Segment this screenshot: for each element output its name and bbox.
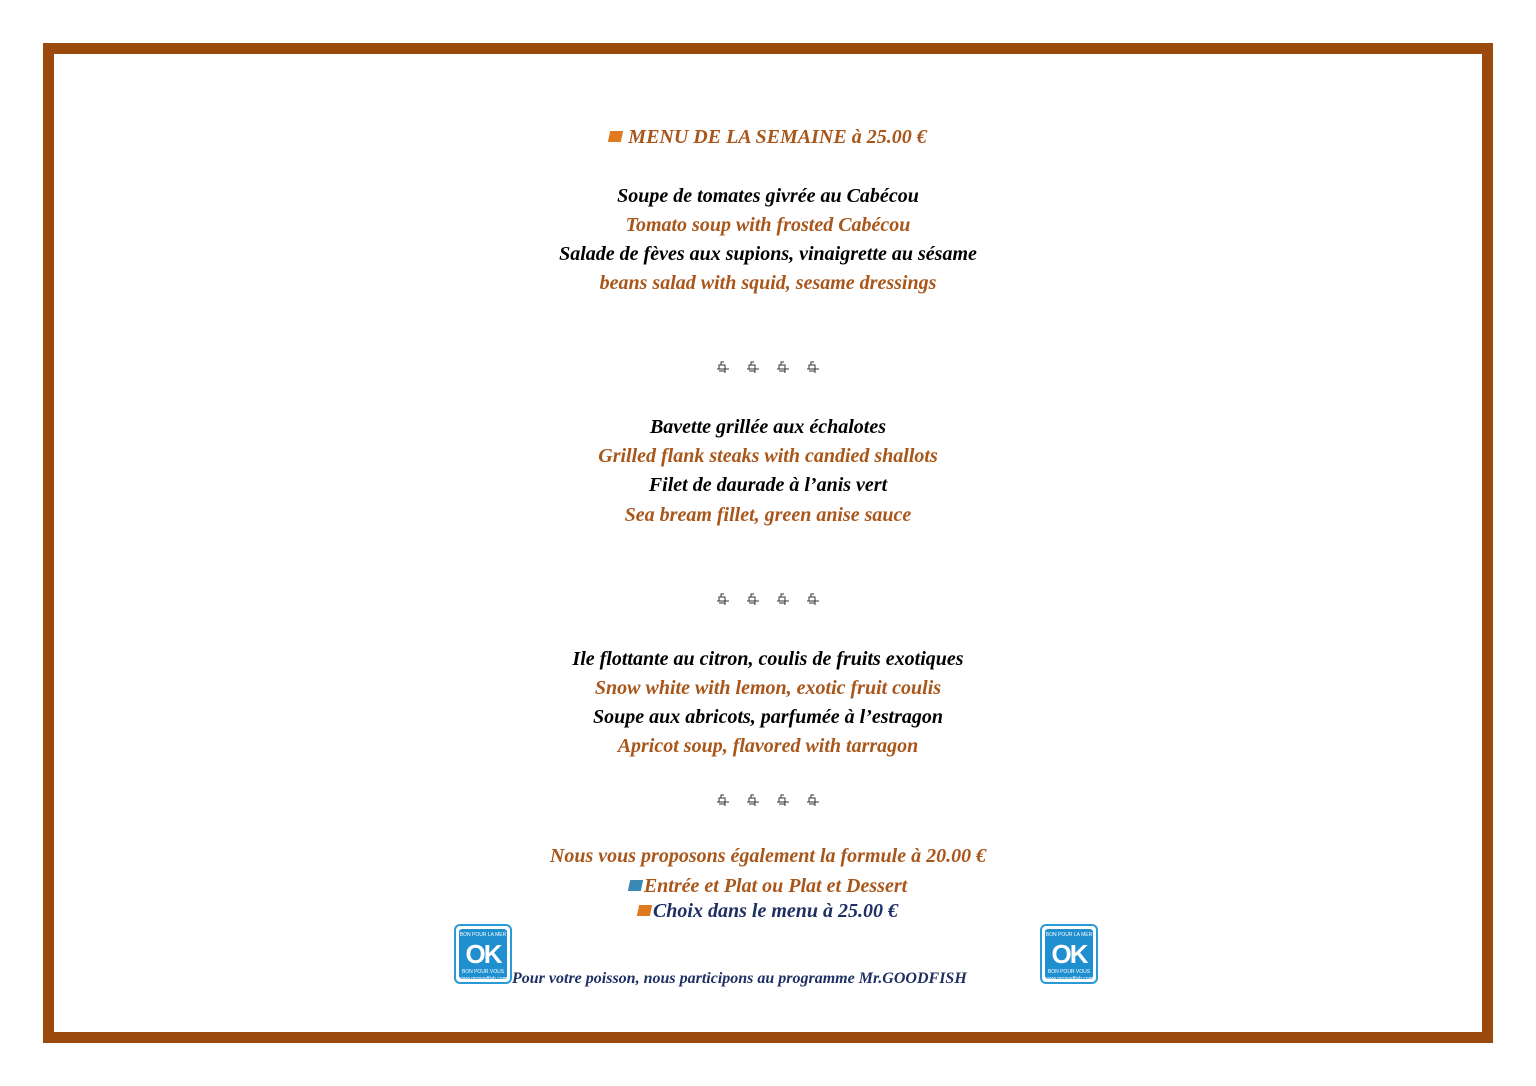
- dessert-2-fr: Soupe aux abricots, parfumée à l’estragon: [592, 706, 944, 728]
- formula-intro: Nous vous proposons également la formule à 20.00 €: [549, 845, 987, 867]
- cutlery-icon: [806, 793, 820, 807]
- square-bullet-icon: [608, 131, 623, 142]
- cutlery-icon: [776, 360, 790, 374]
- formula-option-2-text: Choix dans le menu à 25.00 €: [652, 900, 899, 922]
- starter-2-fr: Salade de fèves aux supions, vinaigrette au sésame: [559, 243, 977, 265]
- logo-bottom-text: BON POUR VOUS: [1047, 969, 1091, 975]
- dessert-2-en: Apricot soup, flavored with tarragon: [617, 735, 919, 757]
- logo-top-text: BON POUR LA MER: [1045, 932, 1093, 938]
- cutlery-icon: [746, 793, 760, 807]
- main-1-en: Grilled flank steaks with candied shallots: [598, 445, 938, 467]
- cutlery-icon: [746, 592, 760, 606]
- square-bullet-icon: [628, 880, 643, 891]
- logo-mark: OK: [465, 939, 501, 969]
- goodfish-logo-right: [1040, 924, 1098, 984]
- course-separator: [0, 360, 1536, 380]
- logo-top-text: BON POUR LA MER: [459, 932, 507, 938]
- goodfish-logo-left: [454, 924, 512, 984]
- course-separator: [0, 793, 1536, 813]
- dessert-1-en: Snow white with lemon, exotic fruit coulis: [594, 677, 942, 699]
- square-bullet-icon: [637, 905, 652, 916]
- cutlery-icon: [776, 793, 790, 807]
- cutlery-icon: [716, 592, 730, 606]
- cutlery-icon: [716, 360, 730, 374]
- starter-1-en: Tomato soup with frosted Cabécou: [625, 214, 911, 236]
- cutlery-icon: [776, 592, 790, 606]
- cutlery-icon: [716, 793, 730, 807]
- main-2-en: Sea bream fillet, green anise sauce: [624, 504, 912, 526]
- formula-option-1-text: Entrée et Plat ou Plat et Dessert: [643, 875, 908, 897]
- formula-option-2: [0, 899, 1536, 923]
- goodfish-note: Pour votre poisson, nous participons au programme Mr.GOODFISH: [512, 970, 967, 987]
- starter-1-fr: Soupe de tomates givrée au Cabécou: [617, 185, 919, 207]
- starter-2-en: beans salad with squid, sesame dressings: [599, 272, 937, 294]
- logo-mark: OK: [1051, 939, 1087, 969]
- logo-url-text: www.mrgoodfish.com: [1045, 976, 1093, 982]
- cutlery-icon: [806, 360, 820, 374]
- cutlery-icon: [746, 360, 760, 374]
- main-1-fr: Bavette grillée aux échalotes: [649, 416, 887, 438]
- course-separator: [0, 592, 1536, 612]
- menu-title-text: MENU DE LA SEMAINE à 25.00 €: [628, 126, 927, 148]
- main-2-fr: Filet de daurade à l’anis vert: [648, 474, 888, 496]
- dessert-1-fr: Ile flottante au citron, coulis de fruits exotiques: [572, 648, 964, 670]
- logo-bottom-text: BON POUR VOUS: [461, 969, 505, 975]
- cutlery-icon: [806, 592, 820, 606]
- logo-url-text: www.mrgoodfish.com: [459, 976, 507, 982]
- formula-option-1: [0, 874, 1536, 898]
- menu-title: [0, 125, 1536, 149]
